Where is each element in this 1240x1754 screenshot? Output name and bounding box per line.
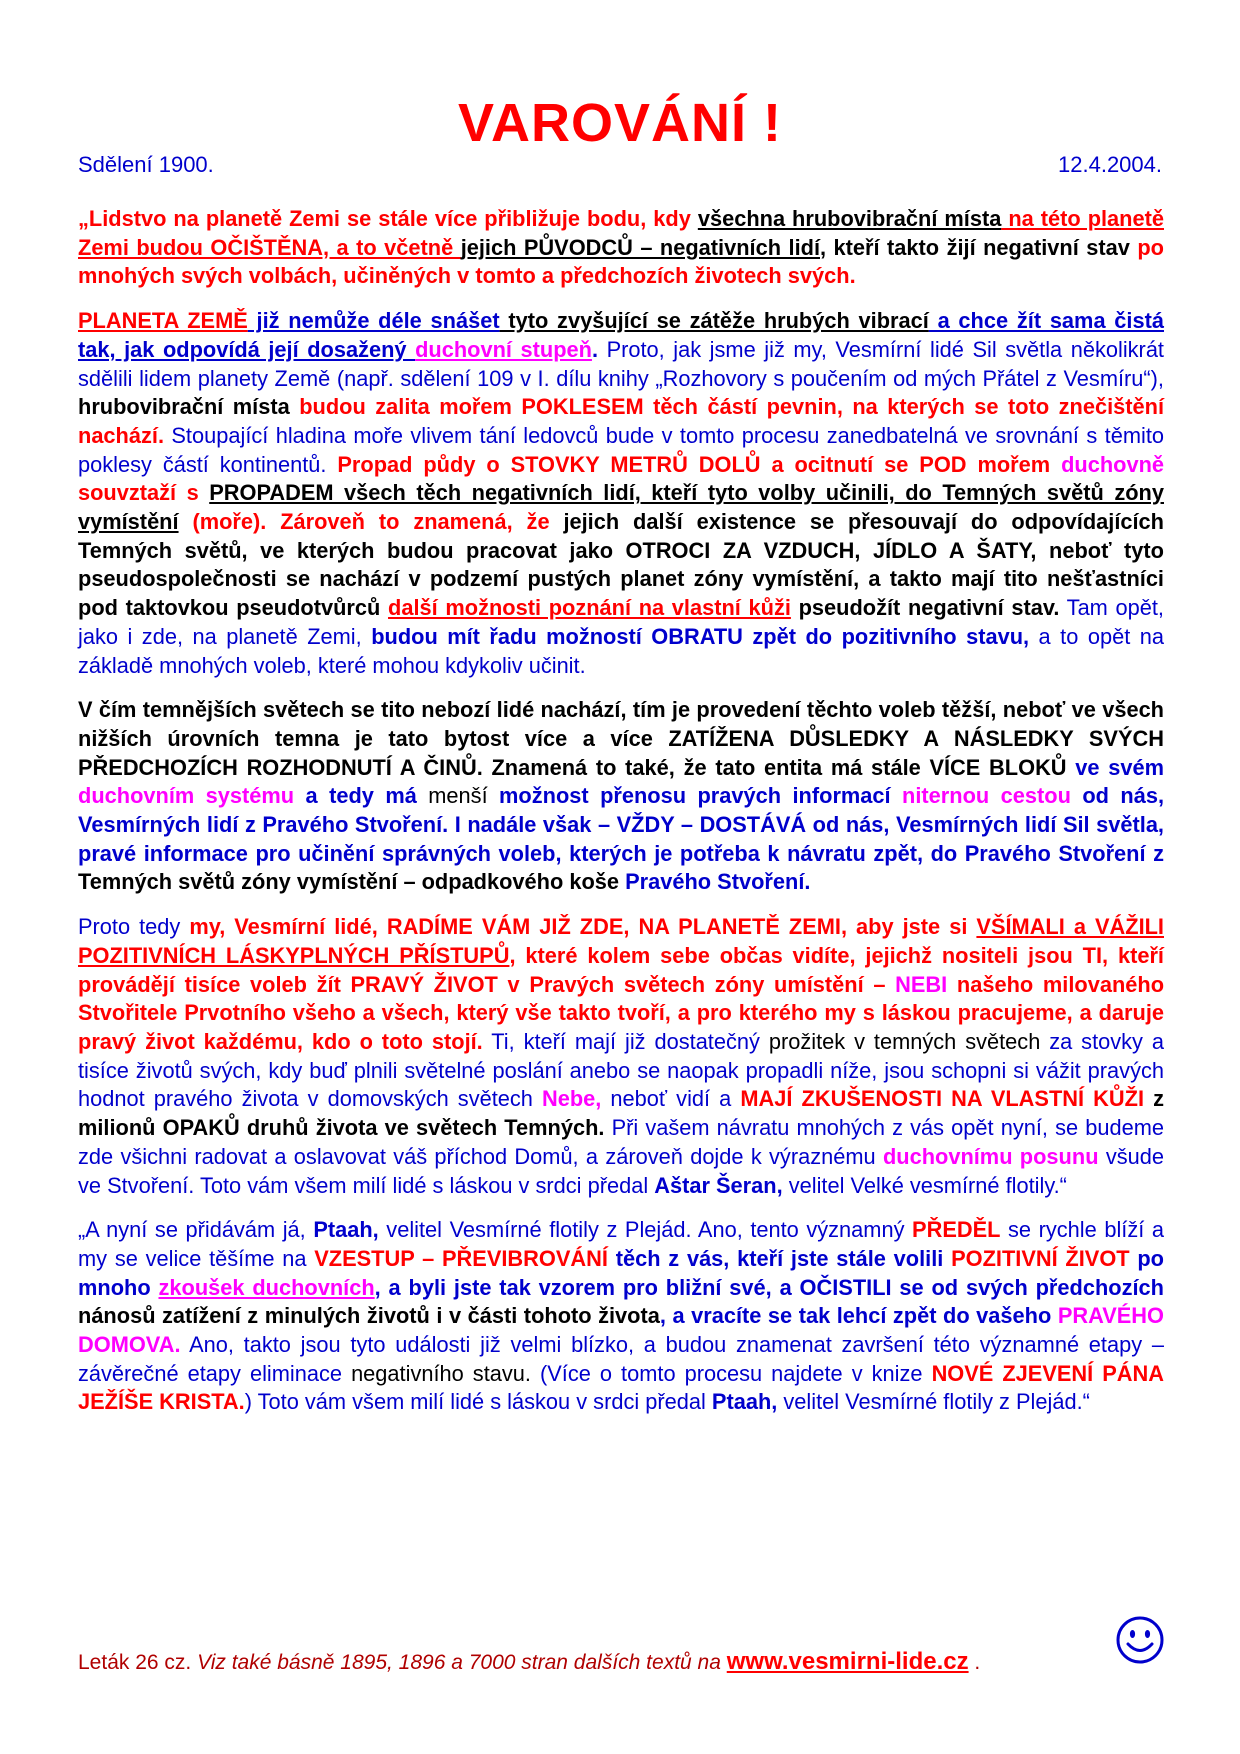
text-run: za stovky a tisíce životů svých, kdy buď plnili světelné poslání anebo se naopak propadli níže, jsou schopni si vážit pravých hodnot pravého života v domovských světech (78, 1028, 1164, 1112)
text-run: další možnosti poznání na vlastní kůži (388, 595, 791, 621)
message-body (78, 205, 1164, 1433)
text-run: VŠÍMALI a VÁŽILI POZITIVNÍCH LÁSKYPLNÝCH PŘÍSTUPŮ (78, 914, 1164, 968)
text-run: (Více o tomto procesu najdete v knize (530, 1360, 932, 1386)
paragraph (78, 696, 1164, 897)
text-run: a chce žít sama čistá tak, jak odpovídá její dosažený (78, 308, 1164, 362)
message-date: 12.4.2004. (1058, 152, 1162, 177)
text-run: , a vracíte se tak lehcí zpět do vašeho (659, 1303, 1058, 1329)
text-run: se rychle blíží a my se velice těšíme na (78, 1217, 1164, 1271)
text-run: . (591, 336, 599, 362)
text-run: ) Toto vám všem milí lidé s láskou v srdci předal (244, 1389, 712, 1415)
text-run: niternou cestou (902, 783, 1071, 809)
text-run: a to opět na základě mnohých voleb, které mohou kdykoliv učinit. (78, 623, 1164, 678)
text-run: my, Vesmírní lidé, RADÍME VÁM JIŽ ZDE, NA PLANETĚ ZEMI, aby jste si (189, 914, 977, 940)
text-run: jejich další existence se přesouvají do odpovídajících Temných světů, ve kterých budou pracovat jako OTROCI ZA VZDUCH, JÍDLO A ŠATY, neboť tyto pseudospolečnosti se nachází v podzemí pustých planet zóny vymístění, a takto mají tito nešťastníci pod taktovkou pseudotvůrců (78, 509, 1164, 621)
text-run: velitel Vesmírné flotily z Plejád. Ano, tento významný (378, 1217, 913, 1243)
leaflet-label: Leták 26 cz. (78, 1651, 198, 1674)
footer (78, 1648, 980, 1676)
text-run: z (1144, 1086, 1164, 1112)
paragraph (78, 205, 1164, 291)
text-run: všechna hrubovibrační místa (697, 206, 1002, 231)
paragraph (78, 913, 1164, 1200)
text-run: duchovně (1061, 451, 1165, 477)
text-run: Ti, kteří mají již dostatečný (482, 1028, 769, 1054)
text-run: Proto, jak jsme již my, Vesmírní lidé Sil světla několikrát sdělili lidem planety Země (např. sdělení 109 v I. dílu knihy „Rozhovory s poučením od mých Přátel z Vesmíru“), (78, 336, 1164, 391)
text-run: NEBI (895, 971, 948, 997)
text-run: PLANETA ZEMĚ (78, 308, 248, 334)
text-run: , a byli jste tak vzorem pro bližní své, a OČISTILI se od svých předchozích (374, 1274, 1164, 1300)
text-run: , kteří takto žijí negativní stav (820, 234, 1138, 260)
text-run: POZITIVNÍ ŽIVOT (951, 1245, 1130, 1271)
text-run: po mnoho (78, 1245, 1164, 1300)
text-run: tyto zvyšující se zátěže hrubých vibrací (499, 308, 929, 334)
text-run: Při vašem návratu mnohých z vás opět nyní, se budeme zde všichni radovat a oslavovat váš příchod Domů, a zároveň dojde k výraznému (78, 1115, 1164, 1169)
text-run: ve svém (1075, 754, 1164, 780)
footer-note: Viz také básně 1895, 1896 a 7000 stran dalších textů na (197, 1651, 727, 1674)
text-run: souvztaží s (78, 480, 210, 506)
footer-end: . (968, 1651, 981, 1674)
paragraph (78, 307, 1164, 680)
text-run: PŘEDĚL (912, 1217, 1001, 1243)
text-run: milionů OPAKŮ druhů života ve světech Temných. (78, 1115, 605, 1141)
text-run: MAJÍ ZKUŠENOSTI NA VLASTNÍ KŮŽI (740, 1086, 1145, 1112)
text-run: velitel Velké vesmírné flotily.“ (782, 1172, 1067, 1198)
text-run: Tam opět, jako i zde, na planetě Zemi, (78, 595, 1164, 649)
text-run: Stoupající hladina moře vlivem tání ledovců bude v tomto procesu zanedbatelná ve srovnání s těmito poklesy částí kontinentů. (78, 422, 1164, 477)
text-run: Proto tedy (78, 914, 190, 940)
text-run: , které kolem sebe občas vidíte, jejichž nositeli jsou TI, kteří provádějí tisíce voleb žít PRAVÝ ŽIVOT v Pravých světech zóny umístění – (78, 942, 1164, 997)
text-run: Propad půdy o STOVKY METRŮ DOLŮ a ocitnutí se POD mořem (337, 451, 1062, 477)
text-run: Aštar Šeran, (654, 1172, 783, 1198)
text-run: již nemůže déle snášet (247, 308, 500, 334)
text-run: Ano, takto jsou tyto události již velmi blízko, a budou znamenat završení této významné etapy – závěrečné etapy eliminace (78, 1332, 1164, 1386)
text-run: možnost přenosu pravých informací (487, 783, 903, 809)
text-run: budou zalita mořem POKLESEM těch částí pevnin, na kterých se toto znečištění nachází. (78, 394, 1164, 448)
text-run: pseudožít negativní stav. (790, 595, 1060, 621)
text-run: NOVÉ ZJEVENÍ PÁNA JEŽÍŠE KRISTA. (78, 1360, 1165, 1415)
text-run: Ptaah, (711, 1389, 778, 1415)
text-run: negativního stavu. (351, 1360, 531, 1386)
text-run: duchovní stupeň (415, 336, 592, 362)
text-run: na této planetě Zemi budou OČIŠTĚNA, a to včetně (78, 206, 1164, 260)
text-run: duchovnímu posunu (882, 1143, 1099, 1169)
text-run: budou mít řadu možností OBRATU zpět do pozitivního stavu, (371, 623, 1030, 649)
text-run: hrubovibrační místa (78, 394, 290, 420)
text-run: od nás, Vesmírných lidí z Pravého Stvoření. I nadále však – VŽDY – DOSTÁVÁ od nás, Vesmírných lidí Sil světla, pravé informace pro učinění správných voleb, kterých je potřeba k návratu zpět, do Pravého Stvoření z (78, 783, 1164, 866)
text-run: těch z vás, kteří jste stále volili (607, 1245, 952, 1271)
text-run: PRAVÉHO DOMOVA. (78, 1303, 1165, 1358)
text-run: VZESTUP – PŘEVIBROVÁNÍ (314, 1245, 608, 1271)
text-run: Ptaah, (313, 1217, 379, 1243)
smiley-icon (1115, 1615, 1165, 1665)
text-run: Nebe, (542, 1086, 602, 1112)
text-run: Pravého Stvoření. (625, 869, 811, 895)
message-label: Sdělení 1900. (78, 152, 214, 177)
text-run: nánosů zatížení z minulých životů i v části tohoto života (78, 1303, 660, 1329)
text-run: „Lidstvo na planetě Zemi se stále více přibližuje bodu, kdy (78, 206, 698, 231)
text-run: a tedy má (294, 783, 429, 809)
text-run: neboť vidí a (601, 1086, 741, 1112)
text-run: Temných světů zóny vymístění – odpadkového koše (78, 869, 626, 895)
paragraph (78, 1216, 1164, 1417)
text-run: V čím temnějších světech se tito nebozí lidé nachází, tím je provedení těchto voleb těžší, neboť ve všech nižších úrovních temna je tato bytost více a více ZATÍŽENA DŮSLEDKY A NÁSLEDKY SVÝCH PŘEDCHOZÍCH ROZHODNUTÍ A ČINŮ. Znamená to také, že tato entita má stále VÍCE BLOKŮ (78, 697, 1164, 780)
text-run: zkoušek duchovních (158, 1274, 375, 1300)
text-run: prožitek v temných světech (768, 1028, 1041, 1054)
website-link[interactable]: www.vesmirni-lide.cz (726, 1648, 969, 1675)
text-run: po mnohých svých volbách, učiněných v tomto a předchozích životech svých. (78, 234, 1164, 289)
text-run: duchovním systému (78, 783, 295, 809)
page-title: VAROVÁNÍ ! (457, 93, 782, 153)
text-run: menší (428, 783, 488, 809)
text-run: našeho milovaného Stvořitele Prvotního všeho a všech, který vše takto tvoří, a pro kterého my s láskou pracujeme, a daruje pravý život každému, kdo o toto stojí. (78, 971, 1165, 1054)
text-run: „A nyní se přidávám já, (78, 1217, 314, 1243)
text-run: velitel Vesmírné flotily z Plejád.“ (777, 1389, 1090, 1415)
text-run: (moře). Zároveň to znamená, že (178, 509, 550, 535)
text-run: jejich PŮVODCŮ – negativních lidí (460, 234, 820, 260)
text-run: všude ve Stvoření. Toto vám všem milí lidé s láskou v srdci předal (78, 1143, 1164, 1198)
text-run: PROPADEM všech těch negativních lidí, kteří tyto volby učinili, do Temných světů zóny vymístění (78, 480, 1164, 535)
